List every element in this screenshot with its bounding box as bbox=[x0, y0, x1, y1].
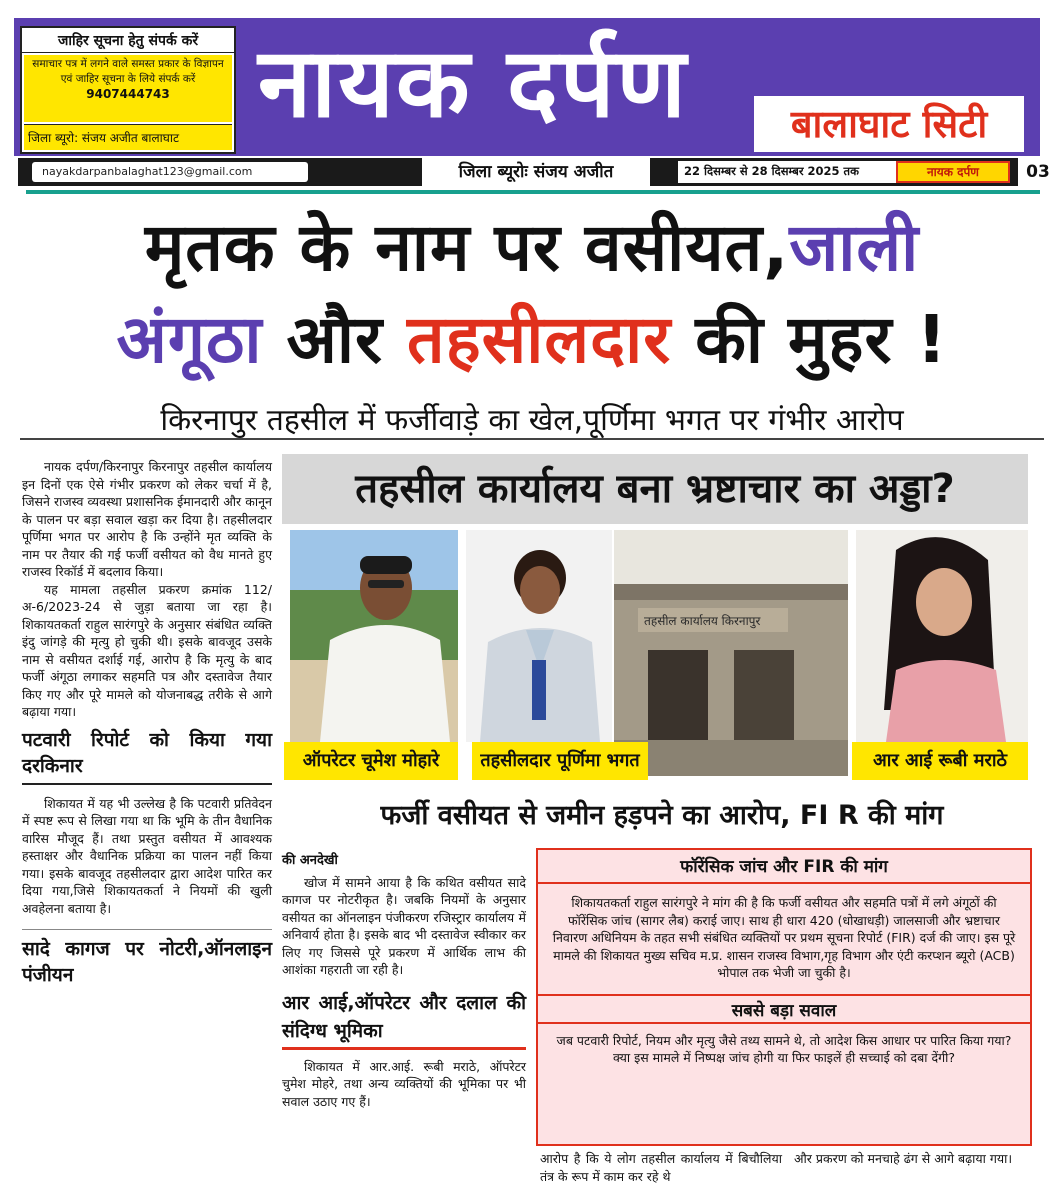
headline-part: की मुहर ! bbox=[671, 301, 948, 378]
secondary-headline: फर्जी वसीयत से जमीन हड़पने का आरोप, FI R की मांग bbox=[380, 800, 944, 831]
middle-column bbox=[282, 852, 526, 1110]
sidebar-box bbox=[536, 848, 1032, 1146]
divider bbox=[20, 438, 1044, 440]
photo-operator bbox=[290, 530, 458, 742]
left-column bbox=[22, 458, 272, 988]
person-photo bbox=[466, 530, 612, 742]
photo-tehsildar bbox=[466, 530, 612, 742]
edition-city: बालाघाट सिटी bbox=[754, 96, 1024, 152]
sub-headline: किरनापुर तहसील में फर्जीवाड़े का खेल,पूर्णिमा भगत पर गंभीर आरोप bbox=[160, 403, 904, 438]
article-paragraph: यह मामला तहसील प्रकरण क्रमांक 112/अ-6/2023-24 से जुड़ा बताया जा रहा है। शिकायतकर्ता राहुल सारंगपुरे के अनुसार संबंधित व्यक्ति इंदु जांगड़े की मृत्यु हो चुकी थी। इसके बावजूद उसके नाम से वसीयत दर्शाई गई, आरोप है कि मृत्यु के बाद फर्जी अंगूठा लगाकर सहमति पत्र और दस्तावेज तैयार किए गए और पूरे मामले को योजनाबद्ध तरीके से आगे बढ़ाया गया। bbox=[22, 581, 272, 719]
box-body: शिकायतकर्ता राहुल सारंगपुरे ने मांग की है कि फर्जी वसीयत और सहमति पत्रों में लगे अंगूठों की फॉरेंसिक जांच (सागर लैब) कराई जाए। साथ ही धारा 420 (धोखाधड़ी) जालसाजी और भ्रष्टाचार निवारण अधिनियम के तहत सभी संबंधित व्यक्तियों पर प्रथम सूचना रिपोर्ट (FIR) दर्ज की जाए। इस पूरे मामले की शिकायत मुख्य सचिव म.प्र. शासन राजस्व विभाग,गृह विभाग और एंटी करप्शन ब्यूरो (ACB) भोपाल तक भेजी जा चुकी है। bbox=[552, 895, 1016, 980]
headline-part: मृतक के नाम पर वसीयत, bbox=[144, 209, 790, 286]
headline-part: और bbox=[262, 301, 407, 378]
article-paragraph: शिकायत में आर.आई. रूबी मराठे, ऑपरेटर चुमेश मोहरे, तथा अन्य व्यक्तियों की भूमिका पर भी सवाल उठाए गए हैं। bbox=[282, 1058, 526, 1109]
photo-caption: आर आई रूबी मराठे bbox=[852, 742, 1028, 780]
person-photo bbox=[856, 530, 1028, 742]
page-number: 03 bbox=[1018, 158, 1058, 186]
info-strip bbox=[18, 158, 1050, 186]
photo-tehsil-office bbox=[614, 530, 848, 776]
column-kicker: की अनदेखी bbox=[282, 853, 338, 868]
date-range: 22 दिसम्बर से 28 दिसम्बर 2025 तक bbox=[678, 161, 938, 183]
article-paragraph: शिकायत में यह भी उल्लेख है कि पटवारी प्रतिवेदन में स्पष्ट रूप से लिखा गया था कि भूमि के तीन वैधानिक वारिस मौजूद हैं। तथा प्रस्तुत वसीयत में आवश्यक हस्ताक्षर और वैधानिक प्रक्रिया का पालन नहीं किया गया। इसके बावजूद तहसीलदार द्वारा आदेश पारित कर दिया गया,जिसे शिकायतकर्ता ने नियमों की खुली अवहेलना बताया है। bbox=[22, 795, 272, 916]
photo-caption: ऑपरेटर चूमेश मोहारे bbox=[284, 742, 458, 780]
building-photo bbox=[614, 530, 848, 776]
article-paragraph: और प्रकरण को मनचाहे ढंग से आगे बढ़ाया गया। bbox=[794, 1151, 1013, 1166]
article-paragraph: खोज में सामने आया है कि कथित वसीयत सादे कागज पर नोटरीकृत है। जबकि नियमों के अनुसार वसीयत का ऑनलाइन पंजीकरण रजिस्ट्रार कार्यालय में अनिवार्य होता है। इसके बाद भी दस्तावेज स्वीकार कर लिए गए जिससे पूरे प्रकरण में आर्थिक लाभ की आशंका गहराती जा रही है। bbox=[282, 874, 526, 977]
box-subheading: सबसे बड़ा सवाल bbox=[538, 994, 1030, 1024]
divider bbox=[26, 190, 1040, 194]
divider bbox=[22, 783, 272, 785]
masthead bbox=[14, 18, 1040, 156]
photo-ri bbox=[856, 530, 1028, 742]
section-heading: आर आई,ऑपरेटर और दलाल की संदिग्ध भूमिका bbox=[282, 991, 526, 1042]
article-paragraph: आरोप है कि ये लोग तहसील कार्यालय में बिचौलिया तंत्र के रूप में काम कर रहे थे bbox=[540, 1151, 782, 1184]
brand-tag: नायक दर्पण bbox=[896, 161, 1010, 183]
headline-part: तहसीलदार bbox=[406, 301, 672, 378]
ad-body bbox=[24, 55, 232, 122]
section-heading: पटवारी रिपोर्ट को किया गया दरकिनार bbox=[22, 728, 272, 777]
headline-part: अंगूठा bbox=[116, 301, 263, 378]
box-question: जब पटवारी रिपोर्ट, नियम और मृत्यु जैसे तथ्य सामने थे, तो आदेश किस आधार पर पारित किया गया? क्या इस मामले में निष्पक्ष जांच होगी या फिर फाइलें ही सच्चाई को दबा देंगी? bbox=[556, 1032, 1012, 1065]
ad-title: जाहिर सूचना हेतु संपर्क करें bbox=[22, 28, 234, 53]
main-headline bbox=[20, 202, 1044, 386]
headline-part: जाली bbox=[789, 209, 920, 286]
divider bbox=[282, 1047, 526, 1050]
bureau-chief: जिला ब्यूरोः संजय अजीत bbox=[422, 158, 650, 186]
email-address: nayakdarpanbalaghat123@gmail.com bbox=[32, 162, 308, 182]
building-sign: तहसील कार्यालय किरनापुर bbox=[644, 614, 761, 628]
ad-phone: 9407444743 bbox=[86, 87, 170, 101]
photo-caption: तहसीलदार पूर्णिमा भगत bbox=[472, 742, 648, 780]
box-heading: फॉरेंसिक जांच और FIR की मांग bbox=[538, 850, 1030, 884]
ad-body-text: समाचार पत्र में लगने वाले समस्त प्रकार के विज्ञापन एवं जाहिर सूचना के लिये संपर्क करें bbox=[32, 58, 224, 85]
newspaper-title: नायक दर्पण bbox=[258, 27, 688, 139]
ad-box bbox=[20, 26, 236, 154]
ad-bureau: जिला ब्यूरो: संजय अजीत बालाघाट bbox=[24, 124, 232, 150]
photo-kicker: तहसील कार्यालय बना भ्रष्टाचार का अड्डा? bbox=[282, 454, 1028, 524]
section-heading: सादे कागज पर नोटरी,ऑनलाइन पंजीयन bbox=[22, 938, 272, 986]
person-photo bbox=[290, 530, 458, 742]
divider bbox=[22, 929, 272, 930]
article-paragraph: नायक दर्पण/किरनापुर किरनापुर तहसील कार्यालय इन दिनों एक ऐसे गंभीर प्रकरण को लेकर चर्चा में है, जिसने राजस्व व्यवस्था प्रशासनिक ईमानदारी और कानून के पालन पर बड़ा सवाल खड़ा कर दिया है। तहसीलदार पूर्णिमा भगत पर आरोप है कि उन्होंने मृत व्यक्ति के नाम पर तैयार की गई फर्जी वसीयत को वैध मानते हुए राजस्व रिकॉर्ड में बदलाव किया। bbox=[22, 459, 272, 579]
